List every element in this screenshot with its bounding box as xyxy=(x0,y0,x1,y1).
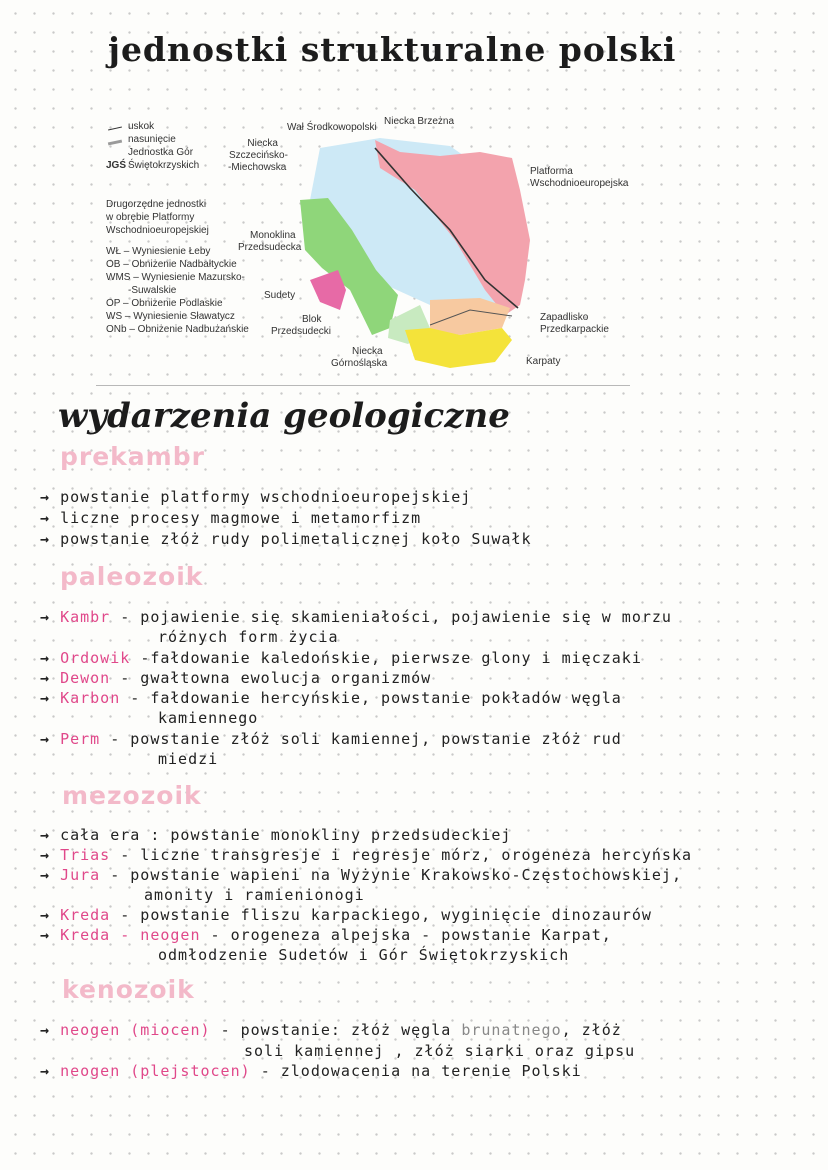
arrow-icon: → xyxy=(40,608,51,626)
list-item: → Dewon - gwałtowna ewolucja organizmów xyxy=(40,669,432,687)
label-blok: Blok xyxy=(302,314,322,325)
period-label: Kreda - neogen xyxy=(60,926,201,944)
legend-item: ONb – Obniżenie Nadbużańskie xyxy=(106,324,249,335)
arrow-icon: → xyxy=(40,488,51,506)
arrow-icon: → xyxy=(40,669,51,687)
legend-jgs-abbr: JGŚ xyxy=(106,160,127,171)
list-item: → Perm - powstanie złóż soli kamiennej, powstanie złóż rud xyxy=(40,730,622,748)
list-item-continuation: odmłodzenie Sudetów i Gór Świętokrzyskich xyxy=(158,946,570,964)
label-zapadlisko: Zapadlisko xyxy=(540,312,589,323)
arrow-icon: → xyxy=(40,509,51,527)
period-label: Ordowik xyxy=(60,649,131,667)
list-item: → Jura - powstanie wapieni na Wyżynie Krakowsko-Częstochowskiej, xyxy=(40,866,682,884)
label-niecka-brzezna: Niecka Brzeżna xyxy=(384,116,455,127)
legend-jgs: Jednostka Gór xyxy=(128,147,194,158)
fault-line-icon xyxy=(106,122,124,132)
period-label: neogen (plejstocen) xyxy=(60,1062,251,1080)
era-heading-mezozoik: mezozoik xyxy=(62,781,202,810)
list-item: → powstanie złóż rudy polimetalicznej koło Suwałk xyxy=(40,530,532,548)
label-wal: Wał Środkowopolski xyxy=(287,122,377,133)
label-niecka-gorn: Niecka xyxy=(352,346,383,357)
label-platforma: Platforma xyxy=(530,166,573,177)
list-item-continuation: amonity i ramienionogi xyxy=(144,886,365,904)
arrow-icon: → xyxy=(40,689,51,707)
list-item: → Ordowik -fałdowanie kaledońskie, pierwsze glony i mięczaki xyxy=(40,649,642,667)
poland-structure-map xyxy=(280,130,550,380)
list-item-continuation: różnych form życia xyxy=(158,628,339,646)
list-item: → Kreda - powstanie fliszu karpackiego, wyginięcie dinozaurów xyxy=(40,906,652,924)
era-heading-prekambr: prekambr xyxy=(60,442,205,471)
arrow-icon: → xyxy=(40,906,51,924)
legend-item: WŁ – Wyniesienie Łeby xyxy=(106,246,211,257)
list-item: → Kambr - pojawienie się skamieniałości, pojawienie się w morzu xyxy=(40,608,672,626)
list-item: → neogen (miocen) - powstanie: złóż węgla brunatnego, złóż xyxy=(40,1021,622,1039)
arrow-icon: → xyxy=(40,730,51,748)
arrow-icon: → xyxy=(40,530,51,548)
map-legend: uskok nasunięcie Jednostka Gór JGŚ Świętokrzyskich Drugorzędne jednostki w obrębie Platformy Wschodnioeuropejskiej WŁ – Wyniesienie Łeby OB – Obniżenie Nadbałtyckie WMS – Wyniesienie Mazursko- -Suwalskie OP – Obniżenie Podlaskie WS – Wyniesienie Sławatycz ONb – Obniżenie Nadbużańskie xyxy=(106,120,266,336)
legend-item: -Suwalskie xyxy=(128,285,177,296)
thrust-line-icon xyxy=(106,135,124,145)
list-item: → cała era : powstanie monokliny przedsudeckiej xyxy=(40,826,512,844)
legend-thrust: nasunięcie xyxy=(106,133,266,146)
period-label: Trias xyxy=(60,846,111,864)
legend-item: WS – Wyniesienie Sławatycz xyxy=(106,311,235,322)
section-divider xyxy=(96,385,630,386)
arrow-icon: → xyxy=(40,649,51,667)
period-label: Karbon xyxy=(60,689,121,707)
list-item: → neogen (plejstocen) - zlodowacenia na terenie Polski xyxy=(40,1062,582,1080)
legend-item: OB – Obniżenie Nadbałtyckie xyxy=(106,259,237,270)
period-label: Dewon xyxy=(60,669,111,687)
list-item: → powstanie platformy wschodnioeuropejskiej xyxy=(40,488,472,506)
arrow-icon: → xyxy=(40,866,51,884)
label-niecka-szczecin: Niecka xyxy=(247,138,278,149)
list-item-continuation: kamiennego xyxy=(158,709,259,727)
list-item: → Karbon - fałdowanie hercyńskie, powstanie pokładów węgla xyxy=(40,689,622,707)
list-item: → Trias - liczne transgresje i regresje mórz, orogeneza hercyńska xyxy=(40,846,693,864)
list-item-continuation: soli kamiennej , złóż siarki oraz gipsu xyxy=(244,1042,636,1060)
period-label: neogen (miocen) xyxy=(60,1021,211,1039)
legend-item: WMS – Wyniesienie Mazursko- xyxy=(106,272,245,283)
period-label: Kambr xyxy=(60,608,111,626)
period-label: Perm xyxy=(60,730,101,748)
list-item: → liczne procesy magmowe i metamorfizm xyxy=(40,509,422,527)
page-title: jednostki strukturalne polski xyxy=(108,30,677,69)
period-label: Kreda xyxy=(60,906,111,924)
arrow-icon: → xyxy=(40,1021,51,1039)
arrow-icon: → xyxy=(40,846,51,864)
arrow-icon: → xyxy=(40,826,51,844)
legend-section-title: Drugorzędne jednostki w obrębie Platformy Wschodnioeuropejskiej xyxy=(106,199,209,236)
label-karpaty: Karpaty xyxy=(526,356,561,367)
label-sudety: Sudety xyxy=(264,290,296,301)
legend-items xyxy=(106,245,266,336)
arrow-icon: → xyxy=(40,926,51,944)
period-label: Jura xyxy=(60,866,101,884)
legend-item: OP – Obniżenie Podlaskie xyxy=(106,298,223,309)
section-heading: wydarzenia geologiczne xyxy=(58,396,510,436)
era-heading-kenozoik: kenozoik xyxy=(62,975,195,1004)
list-item: → Kreda - neogen - orogeneza alpejska - powstanie Karpat, xyxy=(40,926,612,944)
era-heading-paleozoik: paleozoik xyxy=(60,562,204,591)
list-item-continuation: miedzi xyxy=(158,750,219,768)
legend-fault: uskok xyxy=(106,120,266,133)
arrow-icon: → xyxy=(40,1062,51,1080)
label-monoklina: Monoklina xyxy=(250,230,296,241)
